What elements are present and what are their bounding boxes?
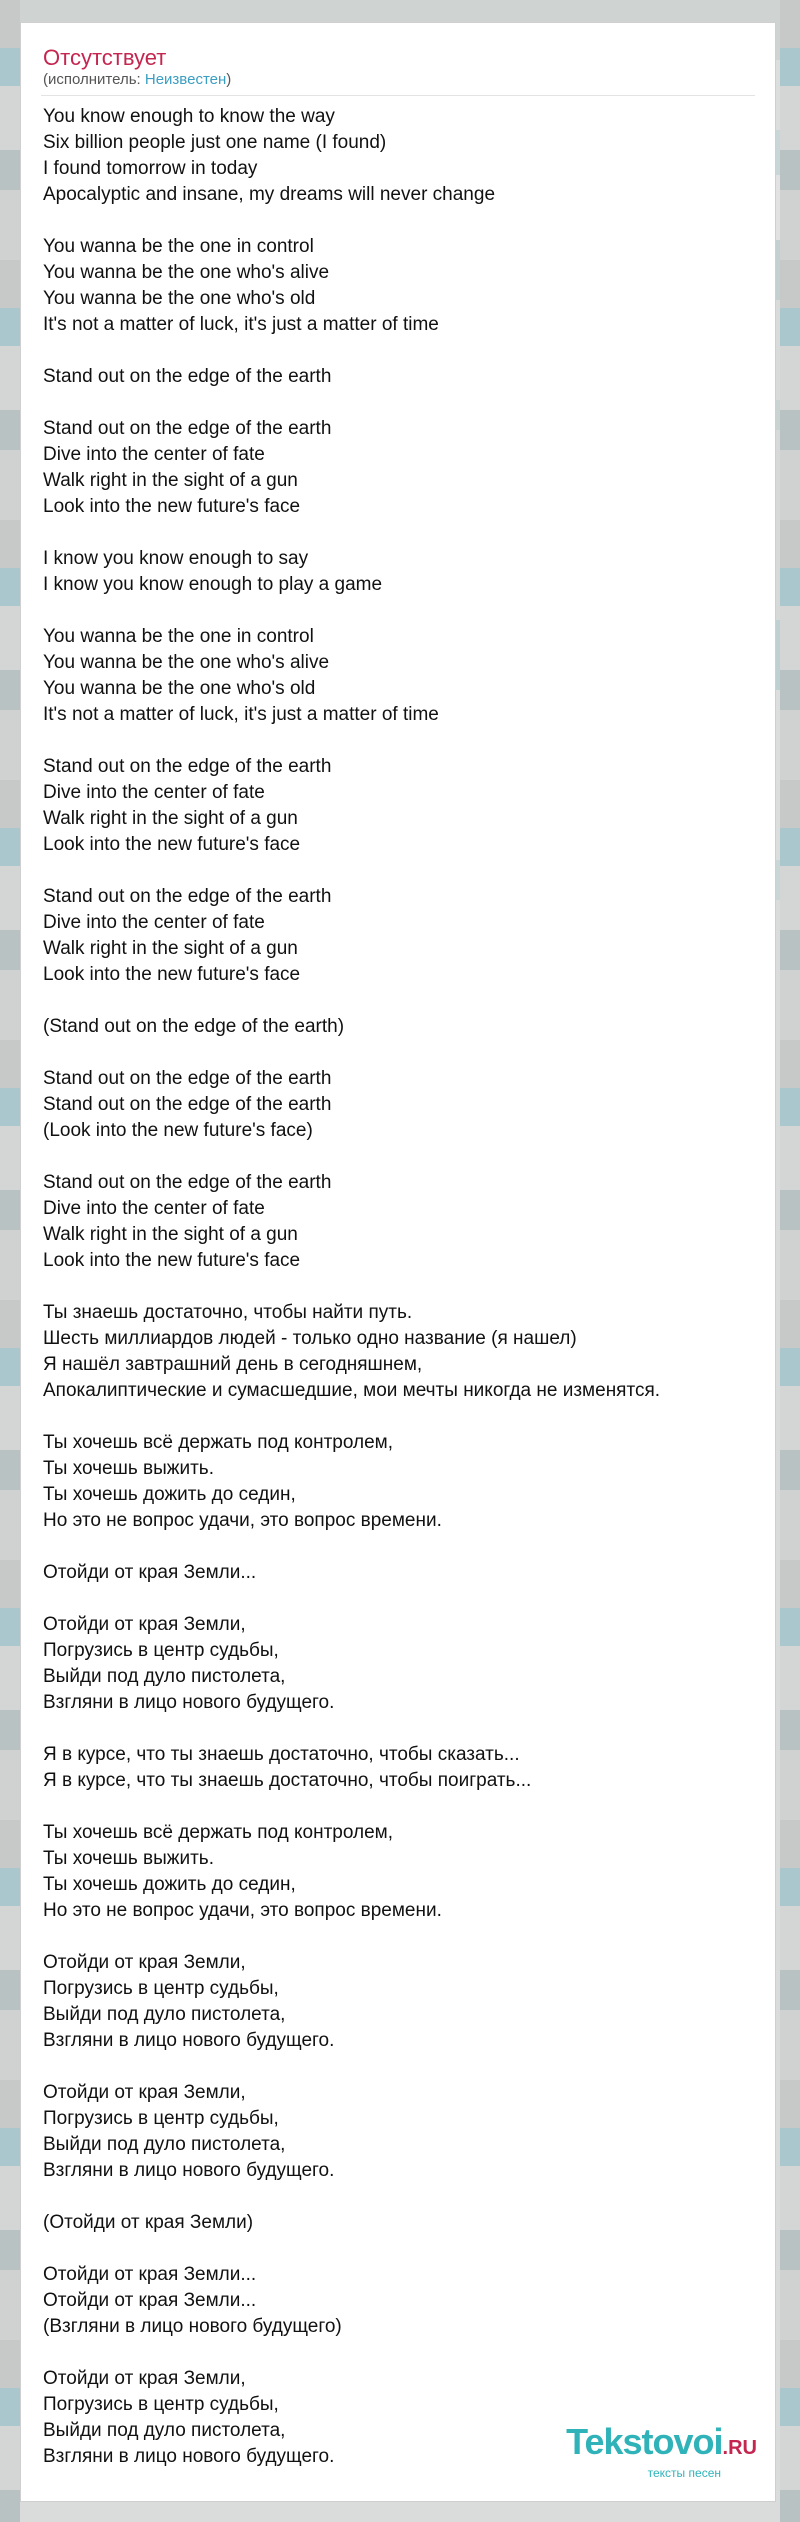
lyrics-stanza bbox=[43, 2080, 775, 2184]
lyrics-stanza bbox=[43, 2210, 775, 2236]
lyrics-line: Walk right in the sight of a gun bbox=[43, 470, 298, 491]
lyrics-line: Отойди от края Земли... bbox=[43, 2290, 257, 2311]
lyrics-line: Погрузись в центр судьбы, bbox=[43, 1640, 279, 1661]
lyrics-stanza bbox=[43, 234, 775, 338]
lyrics-line: Look into the new future's face bbox=[43, 496, 301, 517]
lyrics-line: (Look into the new future's face) bbox=[43, 1120, 313, 1141]
lyrics-line: Отойди от края Земли... bbox=[43, 2264, 257, 2285]
lyrics-stanza bbox=[43, 884, 775, 988]
lyrics-line: Look into the new future's face bbox=[43, 964, 301, 985]
lyrics-stanza bbox=[43, 1430, 775, 1534]
lyrics-line: Взгляни в лицо нового будущего. bbox=[43, 2446, 335, 2467]
lyrics-line: I know you know enough to say bbox=[43, 548, 309, 569]
logo-wordmark bbox=[566, 2423, 757, 2467]
artist-prefix: (исполнитель: bbox=[43, 71, 145, 88]
lyrics-line: You know enough to know the way bbox=[43, 106, 335, 127]
lyrics-line: Dive into the center of fate bbox=[43, 1198, 265, 1219]
logo-tld: .RU bbox=[722, 2437, 757, 2459]
lyrics-stanza bbox=[43, 754, 775, 858]
lyrics-stanza bbox=[43, 1560, 775, 1586]
song-header bbox=[21, 23, 775, 89]
lyrics-line: Взгляни в лицо нового будущего. bbox=[43, 1692, 335, 1713]
lyrics-line: You wanna be the one who's old bbox=[43, 678, 316, 699]
lyrics-line: It's not a matter of luck, it's just a matter of time bbox=[43, 704, 439, 725]
left-decorative-stripes bbox=[0, 0, 20, 2522]
lyrics-stanza bbox=[43, 1170, 775, 1274]
lyrics-stanza bbox=[43, 1066, 775, 1144]
lyrics-line: Walk right in the sight of a gun bbox=[43, 938, 298, 959]
lyrics-line: You wanna be the one in control bbox=[43, 626, 314, 647]
lyrics-line: It's not a matter of luck, it's just a matter of time bbox=[43, 314, 439, 335]
lyrics-line: Ты хочешь выжить. bbox=[43, 1458, 214, 1479]
lyrics-line: Stand out on the edge of the earth bbox=[43, 886, 332, 907]
lyrics-line: Dive into the center of fate bbox=[43, 782, 265, 803]
lyrics-line: Look into the new future's face bbox=[43, 1250, 301, 1271]
lyrics-line: Stand out on the edge of the earth bbox=[43, 756, 332, 777]
lyrics-stanza bbox=[43, 546, 775, 598]
lyrics-line: Ты хочешь дожить до седин, bbox=[43, 1484, 296, 1505]
lyrics-line: Apocalyptic and insane, my dreams will never change bbox=[43, 184, 496, 205]
lyrics-line: You wanna be the one who's alive bbox=[43, 652, 330, 673]
lyrics-line: Я нашёл завтрашний день в сегодняшнем, bbox=[43, 1354, 423, 1375]
lyrics-line: Отойди от края Земли, bbox=[43, 1952, 246, 1973]
lyrics-line: (Взгляни в лицо нового будущего) bbox=[43, 2316, 342, 2337]
lyrics-line: (Отойди от края Земли) bbox=[43, 2212, 254, 2233]
lyrics-line: I know you know enough to play a game bbox=[43, 574, 383, 595]
lyrics-line: Stand out on the edge of the earth bbox=[43, 1172, 332, 1193]
lyrics-line: Ты хочешь дожить до седин, bbox=[43, 1874, 296, 1895]
lyrics-stanza bbox=[43, 1300, 775, 1404]
lyrics-stanza bbox=[43, 1950, 775, 2054]
lyrics-line: Я в курсе, что ты знаешь достаточно, чтобы поиграть... bbox=[43, 1770, 532, 1791]
lyrics-stanza bbox=[43, 624, 775, 728]
lyrics-line: Stand out on the edge of the earth bbox=[43, 418, 332, 439]
lyrics-stanza bbox=[43, 1820, 775, 1924]
right-decorative-stripes bbox=[780, 0, 800, 2522]
lyrics-line: Look into the new future's face bbox=[43, 834, 301, 855]
lyrics-line: Stand out on the edge of the earth bbox=[43, 366, 332, 387]
artist-link[interactable]: Неизвестен bbox=[144, 71, 227, 88]
lyrics-text bbox=[21, 96, 775, 2470]
lyrics-line: Walk right in the sight of a gun bbox=[43, 1224, 298, 1245]
lyrics-line: Dive into the center of fate bbox=[43, 444, 265, 465]
song-title: Отсутствует bbox=[43, 45, 167, 70]
lyrics-line: Выйди под дуло пистолета, bbox=[43, 2004, 286, 2025]
lyrics-line: Погрузись в центр судьбы, bbox=[43, 1978, 279, 1999]
lyrics-stanza bbox=[43, 104, 775, 208]
lyrics-line: Апокалиптические и сумасшедшие, мои мечты никогда не изменятся. bbox=[43, 1380, 661, 1401]
lyrics-line: I found tomorrow in today bbox=[43, 158, 258, 179]
lyrics-line: Но это не вопрос удачи, это вопрос времени. bbox=[43, 1510, 442, 1531]
lyrics-line: Погрузись в центр судьбы, bbox=[43, 2108, 279, 2129]
lyrics-stanza bbox=[43, 1014, 775, 1040]
lyrics-line: Отойди от края Земли, bbox=[43, 2368, 246, 2389]
lyrics-line: Ты хочешь всё держать под контролем, bbox=[43, 1432, 394, 1453]
lyrics-line: You wanna be the one who's old bbox=[43, 288, 316, 309]
lyrics-line: Отойди от края Земли... bbox=[43, 1562, 257, 1583]
song-artist-line bbox=[43, 71, 775, 89]
lyrics-stanza bbox=[43, 364, 775, 390]
lyrics-line: Stand out on the edge of the earth bbox=[43, 1094, 332, 1115]
lyrics-line: Выйди под дуло пистолета, bbox=[43, 2134, 286, 2155]
lyrics-line: Шесть миллиардов людей - только одно название (я нашел) bbox=[43, 1328, 577, 1349]
lyrics-line: Dive into the center of fate bbox=[43, 912, 265, 933]
logo-name: Tekstovoi bbox=[566, 2421, 723, 2462]
lyrics-line: Stand out on the edge of the earth bbox=[43, 1068, 332, 1089]
lyrics-card bbox=[20, 22, 776, 2502]
lyrics-line: Я в курсе, что ты знаешь достаточно, чтобы сказать... bbox=[43, 1744, 520, 1765]
lyrics-line: Отойди от края Земли, bbox=[43, 2082, 246, 2103]
lyrics-line: Взгляни в лицо нового будущего. bbox=[43, 2030, 335, 2051]
site-logo[interactable] bbox=[566, 2423, 757, 2479]
lyrics-line: Выйди под дуло пистолета, bbox=[43, 1666, 286, 1687]
lyrics-line: Six billion people just one name (I found) bbox=[43, 132, 387, 153]
lyrics-line: Но это не вопрос удачи, это вопрос времени. bbox=[43, 1900, 442, 1921]
lyrics-line: (Stand out on the edge of the earth) bbox=[43, 1016, 345, 1037]
lyrics-stanza bbox=[43, 1742, 775, 1794]
artist-suffix: ) bbox=[226, 71, 232, 88]
lyrics-line: Ты хочешь всё держать под контролем, bbox=[43, 1822, 394, 1843]
lyrics-line: Walk right in the sight of a gun bbox=[43, 808, 298, 829]
lyrics-line: Ты хочешь выжить. bbox=[43, 1848, 214, 1869]
lyrics-line: Погрузись в центр судьбы, bbox=[43, 2394, 279, 2415]
lyrics-line: Ты знаешь достаточно, чтобы найти путь. bbox=[43, 1302, 413, 1323]
lyrics-line: Выйди под дуло пистолета, bbox=[43, 2420, 286, 2441]
lyrics-stanza bbox=[43, 416, 775, 520]
lyrics-stanza bbox=[43, 1612, 775, 1716]
lyrics-line: You wanna be the one who's alive bbox=[43, 262, 330, 283]
logo-tagline: тексты песен bbox=[647, 2466, 721, 2480]
lyrics-stanza bbox=[43, 2262, 775, 2340]
lyrics-line: Взгляни в лицо нового будущего. bbox=[43, 2160, 335, 2181]
lyrics-line: Отойди от края Земли, bbox=[43, 1614, 246, 1635]
lyrics-line: You wanna be the one in control bbox=[43, 236, 314, 257]
